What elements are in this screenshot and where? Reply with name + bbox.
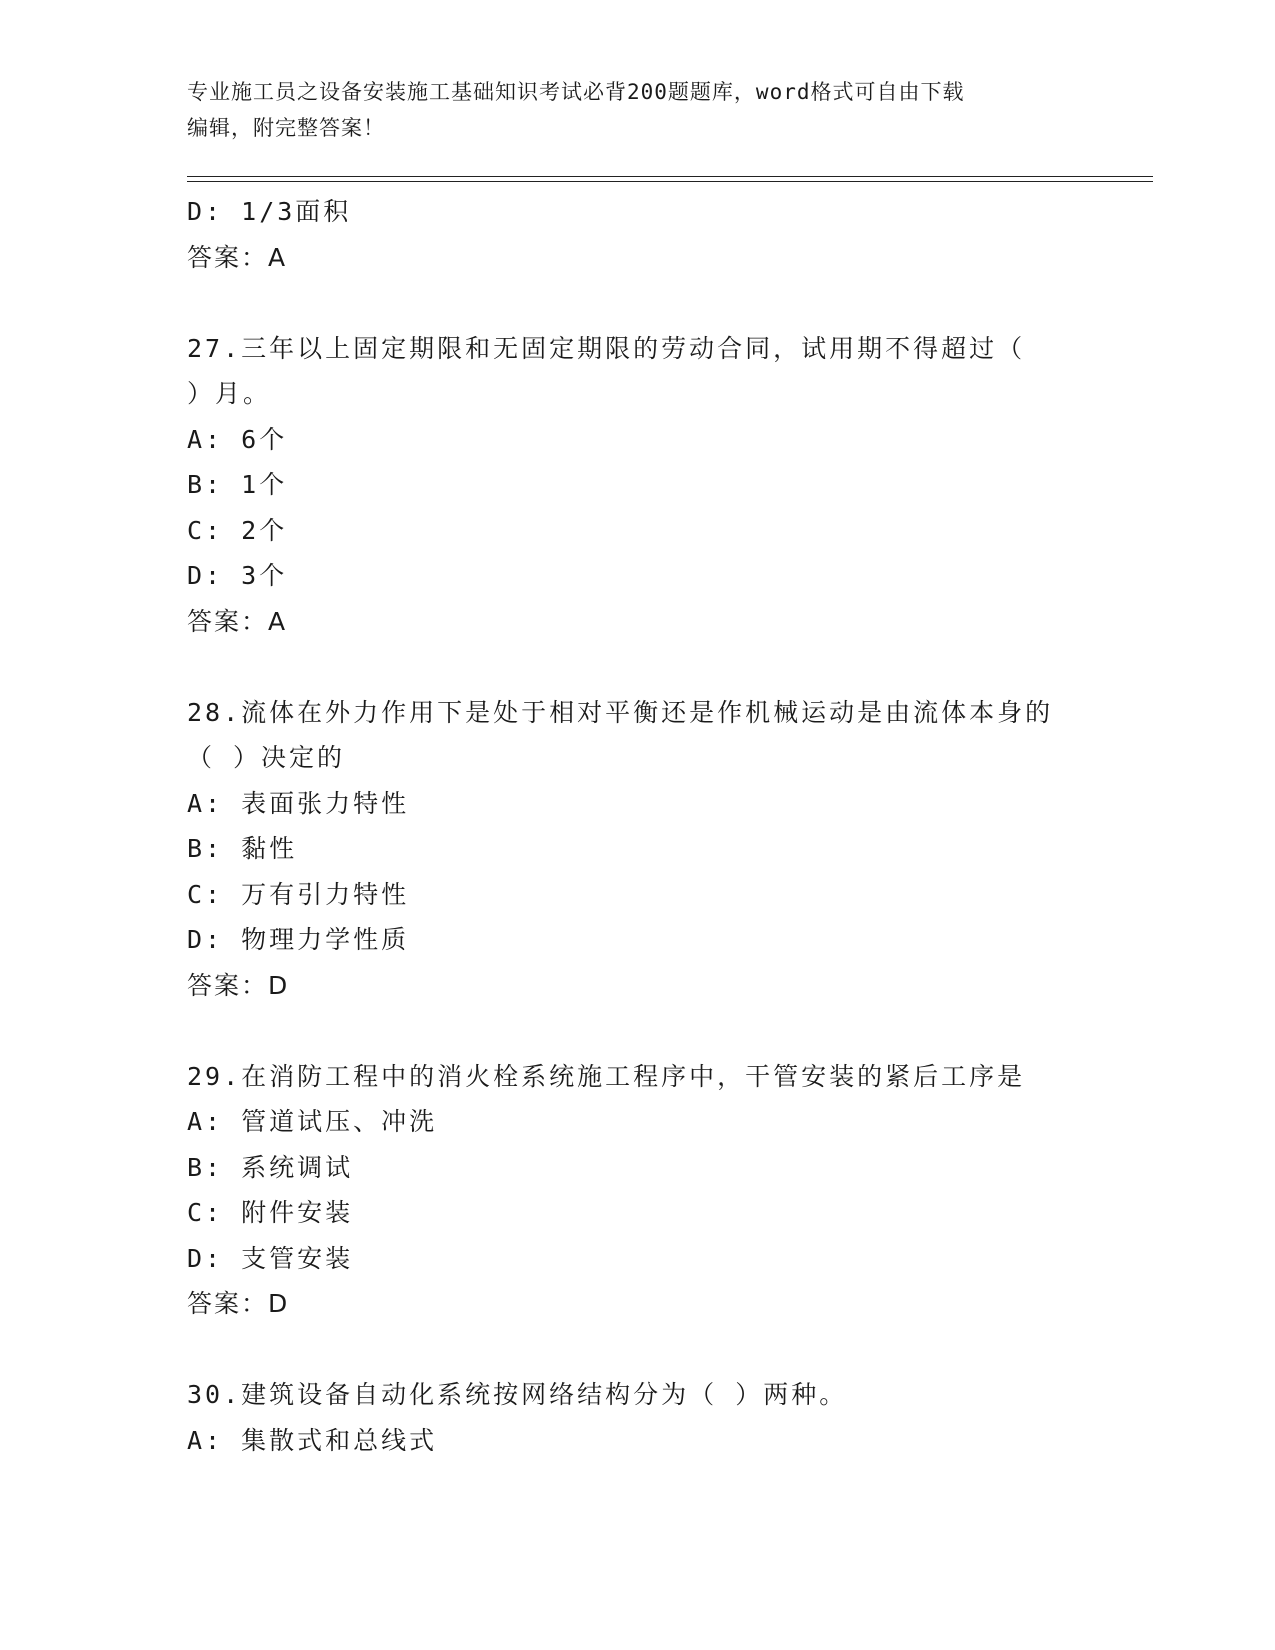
question-27 bbox=[187, 326, 1087, 645]
option-b: B: 系统调试 bbox=[187, 1152, 354, 1182]
option-c: C: 附件安装 bbox=[187, 1198, 354, 1227]
prev-answer: 答案：A bbox=[187, 242, 288, 272]
question-stem: 30.建筑设备自动化系统按网络结构分为（ ）两种。 bbox=[187, 1380, 848, 1409]
option-a: A: 集散式和总线式 bbox=[187, 1425, 438, 1455]
option-b: B: 黏性 bbox=[187, 834, 298, 863]
option-a: A: 表面张力特性 bbox=[187, 788, 410, 818]
option-b: B: 1个 bbox=[187, 470, 288, 499]
answer: 答案：D bbox=[187, 970, 290, 1000]
spacer bbox=[187, 1008, 1087, 1054]
option-c: C: 2个 bbox=[187, 515, 288, 545]
option-c: C: 万有引力特性 bbox=[187, 879, 410, 909]
document-header bbox=[187, 74, 1067, 146]
option-d: D: 物理力学性质 bbox=[187, 925, 410, 954]
question-stem-cont: （ ）决定的 bbox=[187, 743, 346, 772]
question-29 bbox=[187, 1054, 1087, 1327]
question-stem-cont: ）月。 bbox=[187, 379, 272, 408]
question-list bbox=[187, 189, 1087, 1463]
question-28 bbox=[187, 690, 1087, 1009]
question-stem: 29.在消防工程中的消火栓系统施工程序中，干管安装的紧后工序是 bbox=[187, 1061, 1026, 1091]
spacer bbox=[187, 644, 1087, 690]
answer: 答案：D bbox=[187, 1289, 290, 1318]
header-line-1: 专业施工员之设备安装施工基础知识考试必背200题题库，word格式可自由下载 bbox=[187, 80, 965, 104]
option-a: A: 管道试压、冲洗 bbox=[187, 1107, 438, 1136]
prev-option-d: D: 1/3面积 bbox=[187, 197, 352, 226]
header-divider-top bbox=[187, 176, 1153, 177]
spacer bbox=[187, 280, 1087, 326]
header-divider-bottom bbox=[187, 181, 1153, 182]
question-stem: 27.三年以上固定期限和无固定期限的劳动合同，试用期不得超过（ bbox=[187, 333, 1026, 363]
option-d: D: 支管安装 bbox=[187, 1243, 354, 1273]
option-d: D: 3个 bbox=[187, 561, 288, 590]
spacer bbox=[187, 1327, 1087, 1373]
question-30 bbox=[187, 1372, 1087, 1463]
answer: 答案：A bbox=[187, 606, 288, 636]
option-a: A: 6个 bbox=[187, 424, 288, 454]
question-stem: 28.流体在外力作用下是处于相对平衡还是作机械运动是由流体本身的 bbox=[187, 697, 1054, 727]
header-line-2: 编辑，附完整答案！ bbox=[187, 116, 385, 140]
